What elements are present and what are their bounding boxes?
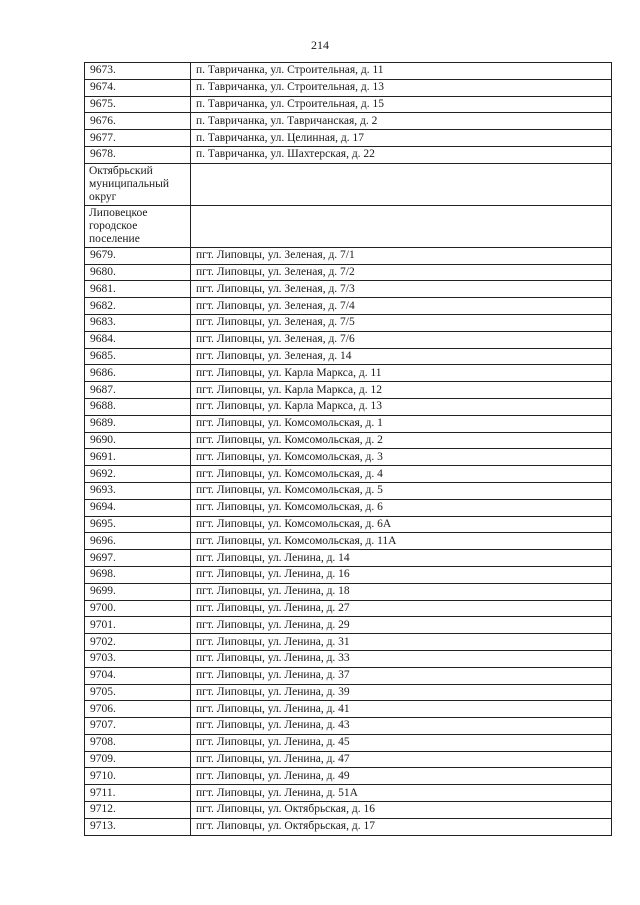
settlement-empty-cell (191, 205, 612, 247)
row-number: 9694. (85, 499, 191, 516)
row-address: пгт. Липовцы, ул. Октябрьская, д. 16 (191, 802, 612, 819)
table-body-top (85, 63, 612, 164)
table-row (85, 281, 612, 298)
table-body-bottom (85, 247, 612, 835)
row-number: 9684. (85, 331, 191, 348)
table-row (85, 667, 612, 684)
table-row (85, 482, 612, 499)
row-number: 9674. (85, 79, 191, 96)
row-address: пгт. Липовцы, ул. Комсомольская, д. 6А (191, 516, 612, 533)
row-number: 9712. (85, 802, 191, 819)
table-row (85, 449, 612, 466)
row-address: пгт. Липовцы, ул. Ленина, д. 43 (191, 718, 612, 735)
row-number: 9710. (85, 768, 191, 785)
row-address: п. Тавричанка, ул. Строительная, д. 15 (191, 96, 612, 113)
row-number: 9689. (85, 415, 191, 432)
table-row (85, 398, 612, 415)
row-number: 9681. (85, 281, 191, 298)
row-number: 9687. (85, 382, 191, 399)
row-number: 9700. (85, 600, 191, 617)
row-address: п. Тавричанка, ул. Целинная, д. 17 (191, 130, 612, 147)
table-row (85, 600, 612, 617)
row-address: пгт. Липовцы, ул. Карла Маркса, д. 12 (191, 382, 612, 399)
table-row (85, 802, 612, 819)
table-row (85, 617, 612, 634)
row-address: пгт. Липовцы, ул. Комсомольская, д. 2 (191, 432, 612, 449)
table-row (85, 382, 612, 399)
row-address: пгт. Липовцы, ул. Ленина, д. 18 (191, 583, 612, 600)
district-name: Октябрьский муниципальный округ (85, 163, 191, 205)
table-row (85, 818, 612, 835)
row-address: пгт. Липовцы, ул. Комсомольская, д. 1 (191, 415, 612, 432)
row-address: пгт. Липовцы, ул. Ленина, д. 41 (191, 701, 612, 718)
row-number: 9706. (85, 701, 191, 718)
row-address: пгт. Липовцы, ул. Зеленая, д. 7/1 (191, 247, 612, 264)
row-address: пгт. Липовцы, ул. Зеленая, д. 14 (191, 348, 612, 365)
table-row (85, 785, 612, 802)
table-row (85, 684, 612, 701)
table-row (85, 96, 612, 113)
row-number: 9707. (85, 718, 191, 735)
row-number: 9702. (85, 634, 191, 651)
row-address: пгт. Липовцы, ул. Ленина, д. 47 (191, 751, 612, 768)
row-number: 9701. (85, 617, 191, 634)
row-address: п. Тавричанка, ул. Строительная, д. 11 (191, 63, 612, 80)
table-row (85, 314, 612, 331)
row-address: пгт. Липовцы, ул. Зеленая, д. 7/6 (191, 331, 612, 348)
row-number: 9713. (85, 818, 191, 835)
table-row (85, 63, 612, 80)
table-row (85, 113, 612, 130)
row-address: пгт. Липовцы, ул. Зеленая, д. 7/4 (191, 298, 612, 315)
row-number: 9708. (85, 734, 191, 751)
table-row (85, 734, 612, 751)
row-number: 9683. (85, 314, 191, 331)
row-number: 9686. (85, 365, 191, 382)
row-address: пгт. Липовцы, ул. Ленина, д. 16 (191, 566, 612, 583)
group-rows (85, 163, 612, 247)
table-row (85, 247, 612, 264)
table-row (85, 365, 612, 382)
row-address: п. Тавричанка, ул. Шахтерская, д. 22 (191, 146, 612, 163)
row-number: 9703. (85, 650, 191, 667)
row-number: 9699. (85, 583, 191, 600)
row-address: п. Тавричанка, ул. Тавричанская, д. 2 (191, 113, 612, 130)
row-address: пгт. Липовцы, ул. Зеленая, д. 7/3 (191, 281, 612, 298)
row-number: 9691. (85, 449, 191, 466)
table-row (85, 550, 612, 567)
row-number: 9698. (85, 566, 191, 583)
table-row (85, 298, 612, 315)
table-row (85, 264, 612, 281)
table-row (85, 146, 612, 163)
address-table (84, 62, 612, 836)
row-address: пгт. Липовцы, ул. Ленина, д. 29 (191, 617, 612, 634)
table-row (85, 566, 612, 583)
row-address: пгт. Липовцы, ул. Ленина, д. 14 (191, 550, 612, 567)
table-row (85, 650, 612, 667)
row-number: 9679. (85, 247, 191, 264)
row-number: 9705. (85, 684, 191, 701)
row-address: пгт. Липовцы, ул. Ленина, д. 51А (191, 785, 612, 802)
row-number: 9690. (85, 432, 191, 449)
row-number: 9682. (85, 298, 191, 315)
row-number: 9677. (85, 130, 191, 147)
row-number: 9680. (85, 264, 191, 281)
table-row (85, 348, 612, 365)
row-address: пгт. Липовцы, ул. Комсомольская, д. 4 (191, 466, 612, 483)
row-number: 9695. (85, 516, 191, 533)
row-number: 9673. (85, 63, 191, 80)
table-row (85, 583, 612, 600)
table-row (85, 415, 612, 432)
row-address: пгт. Липовцы, ул. Ленина, д. 49 (191, 768, 612, 785)
row-number: 9704. (85, 667, 191, 684)
row-address: пгт. Липовцы, ул. Ленина, д. 31 (191, 634, 612, 651)
row-address: пгт. Липовцы, ул. Комсомольская, д. 11А (191, 533, 612, 550)
row-address: пгт. Липовцы, ул. Октябрьская, д. 17 (191, 818, 612, 835)
table-row (85, 718, 612, 735)
table-row (85, 751, 612, 768)
row-number: 9697. (85, 550, 191, 567)
row-number: 9675. (85, 96, 191, 113)
table-row (85, 432, 612, 449)
row-address: пгт. Липовцы, ул. Зеленая, д. 7/2 (191, 264, 612, 281)
row-address: пгт. Липовцы, ул. Ленина, д. 37 (191, 667, 612, 684)
page-number: 214 (311, 38, 329, 52)
row-number: 9676. (85, 113, 191, 130)
row-number: 9696. (85, 533, 191, 550)
row-address: пгт. Липовцы, ул. Комсомольская, д. 3 (191, 449, 612, 466)
row-number: 9709. (85, 751, 191, 768)
table-row (85, 79, 612, 96)
group-row-district (85, 163, 612, 205)
row-address: пгт. Липовцы, ул. Комсомольская, д. 6 (191, 499, 612, 516)
row-address: пгт. Липовцы, ул. Ленина, д. 27 (191, 600, 612, 617)
row-number: 9711. (85, 785, 191, 802)
table-row (85, 331, 612, 348)
district-empty-cell (191, 163, 612, 205)
row-number: 9688. (85, 398, 191, 415)
row-number: 9692. (85, 466, 191, 483)
table-row (85, 516, 612, 533)
table-row (85, 499, 612, 516)
row-address: пгт. Липовцы, ул. Ленина, д. 45 (191, 734, 612, 751)
row-number: 9678. (85, 146, 191, 163)
row-number: 9693. (85, 482, 191, 499)
row-address: пгт. Липовцы, ул. Карла Маркса, д. 11 (191, 365, 612, 382)
row-address: пгт. Липовцы, ул. Ленина, д. 39 (191, 684, 612, 701)
table-row (85, 466, 612, 483)
row-address: пгт. Липовцы, ул. Ленина, д. 33 (191, 650, 612, 667)
row-address: пгт. Липовцы, ул. Карла Маркса, д. 13 (191, 398, 612, 415)
table-row (85, 634, 612, 651)
row-address: п. Тавричанка, ул. Строительная, д. 13 (191, 79, 612, 96)
row-address: пгт. Липовцы, ул. Комсомольская, д. 5 (191, 482, 612, 499)
table-row (85, 533, 612, 550)
table-row (85, 701, 612, 718)
row-number: 9685. (85, 348, 191, 365)
settlement-name: Липовецкое городское поселение (85, 205, 191, 247)
group-row-settlement (85, 205, 612, 247)
row-address: пгт. Липовцы, ул. Зеленая, д. 7/5 (191, 314, 612, 331)
table-row (85, 130, 612, 147)
table-row (85, 768, 612, 785)
